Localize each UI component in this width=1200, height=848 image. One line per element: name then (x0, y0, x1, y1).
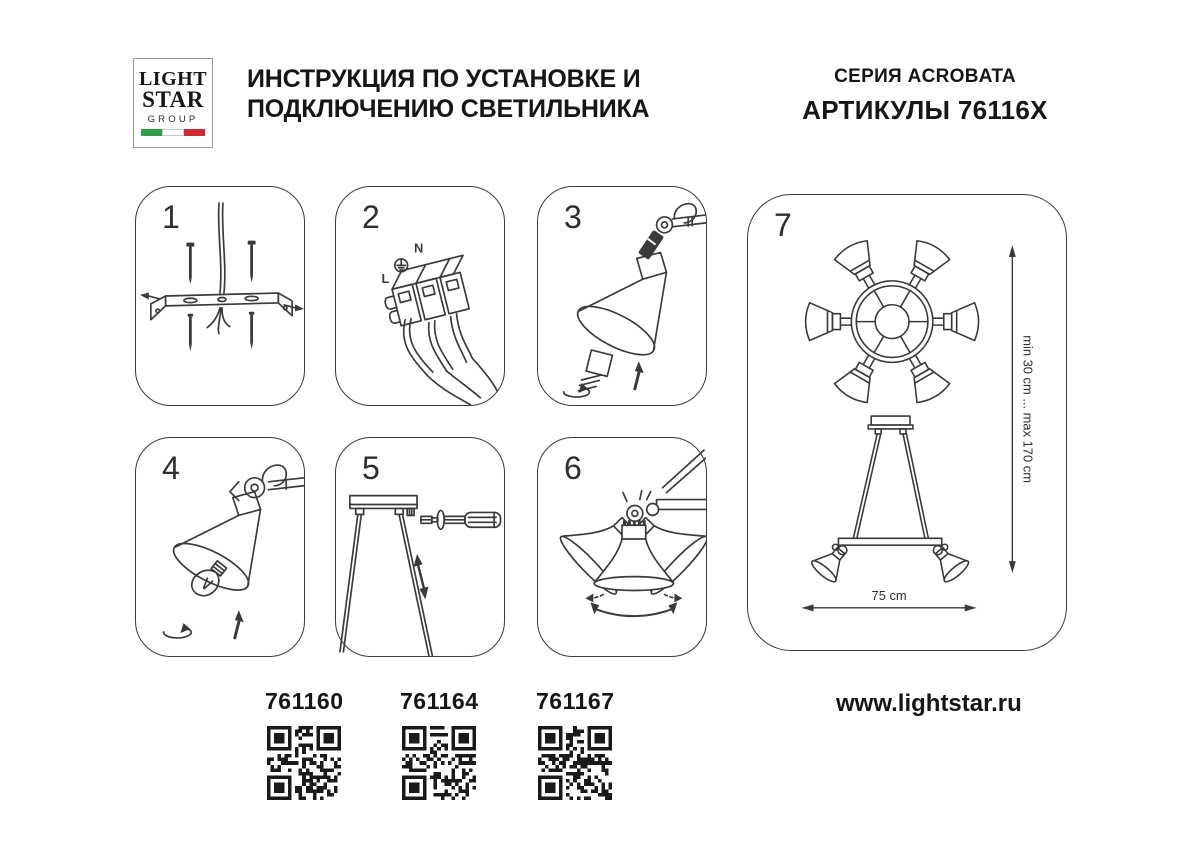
candle-bulb-icon (187, 556, 230, 601)
logo-word-star: STAR (142, 87, 204, 113)
flag-red-segment (184, 129, 205, 136)
width-dimension-label: 75 cm (871, 587, 907, 603)
article-column (265, 688, 343, 800)
page-title (247, 64, 649, 124)
logo-word-group: GROUP (147, 113, 199, 125)
step-number: 3 (564, 199, 582, 235)
earth-symbol-icon (395, 259, 408, 272)
step-panel-7 (747, 194, 1067, 651)
step-panel-6 (537, 437, 707, 657)
qr-code (267, 726, 341, 800)
qr-code (538, 726, 612, 800)
articles-label: АРТИКУЛЫ 76116X (802, 95, 1048, 125)
step-panel-5 (335, 437, 505, 657)
step-number: 7 (774, 207, 792, 243)
chandelier-arm (806, 237, 979, 406)
logo-word-light: LIGHT (138, 68, 208, 91)
step-number: 2 (362, 199, 380, 235)
step-panel-4 (135, 437, 305, 657)
article-column (536, 688, 614, 800)
website-url: www.lightstar.ru (836, 690, 1022, 717)
article-column (400, 688, 478, 800)
step-number: 5 (362, 450, 380, 486)
flag-green-segment (141, 129, 162, 136)
flag-white-segment (162, 129, 185, 136)
screwdriver-icon (421, 510, 501, 529)
step-number: 4 (162, 450, 180, 486)
article-code: 761160 (265, 688, 344, 714)
dimensions-illustration (748, 195, 1066, 650)
step-number: 6 (564, 450, 582, 486)
step-panel-2 (335, 186, 505, 406)
step-panel-1 (135, 186, 305, 406)
step-number: 1 (162, 199, 180, 235)
series-label: СЕРИЯ ACROBATA (834, 66, 1016, 87)
step-panel-3 (537, 186, 707, 406)
page-title-line1: ИНСТРУКЦИЯ ПО УСТАНОВКЕ И (247, 65, 641, 93)
height-dimension-label: min 30 cm ... max 170 cm (1020, 335, 1036, 483)
live-wire-label: L (381, 271, 390, 287)
neutral-wire-label: N (414, 240, 424, 256)
italian-flag-bar (141, 129, 205, 136)
article-code: 761164 (400, 688, 479, 714)
lightstar-logo (133, 58, 213, 148)
page-title-line2: ПОДКЛЮЧЕНИЮ СВЕТИЛЬНИКА (247, 95, 650, 123)
qr-code (402, 726, 476, 800)
article-code: 761167 (536, 688, 615, 714)
header-right (770, 66, 1080, 126)
